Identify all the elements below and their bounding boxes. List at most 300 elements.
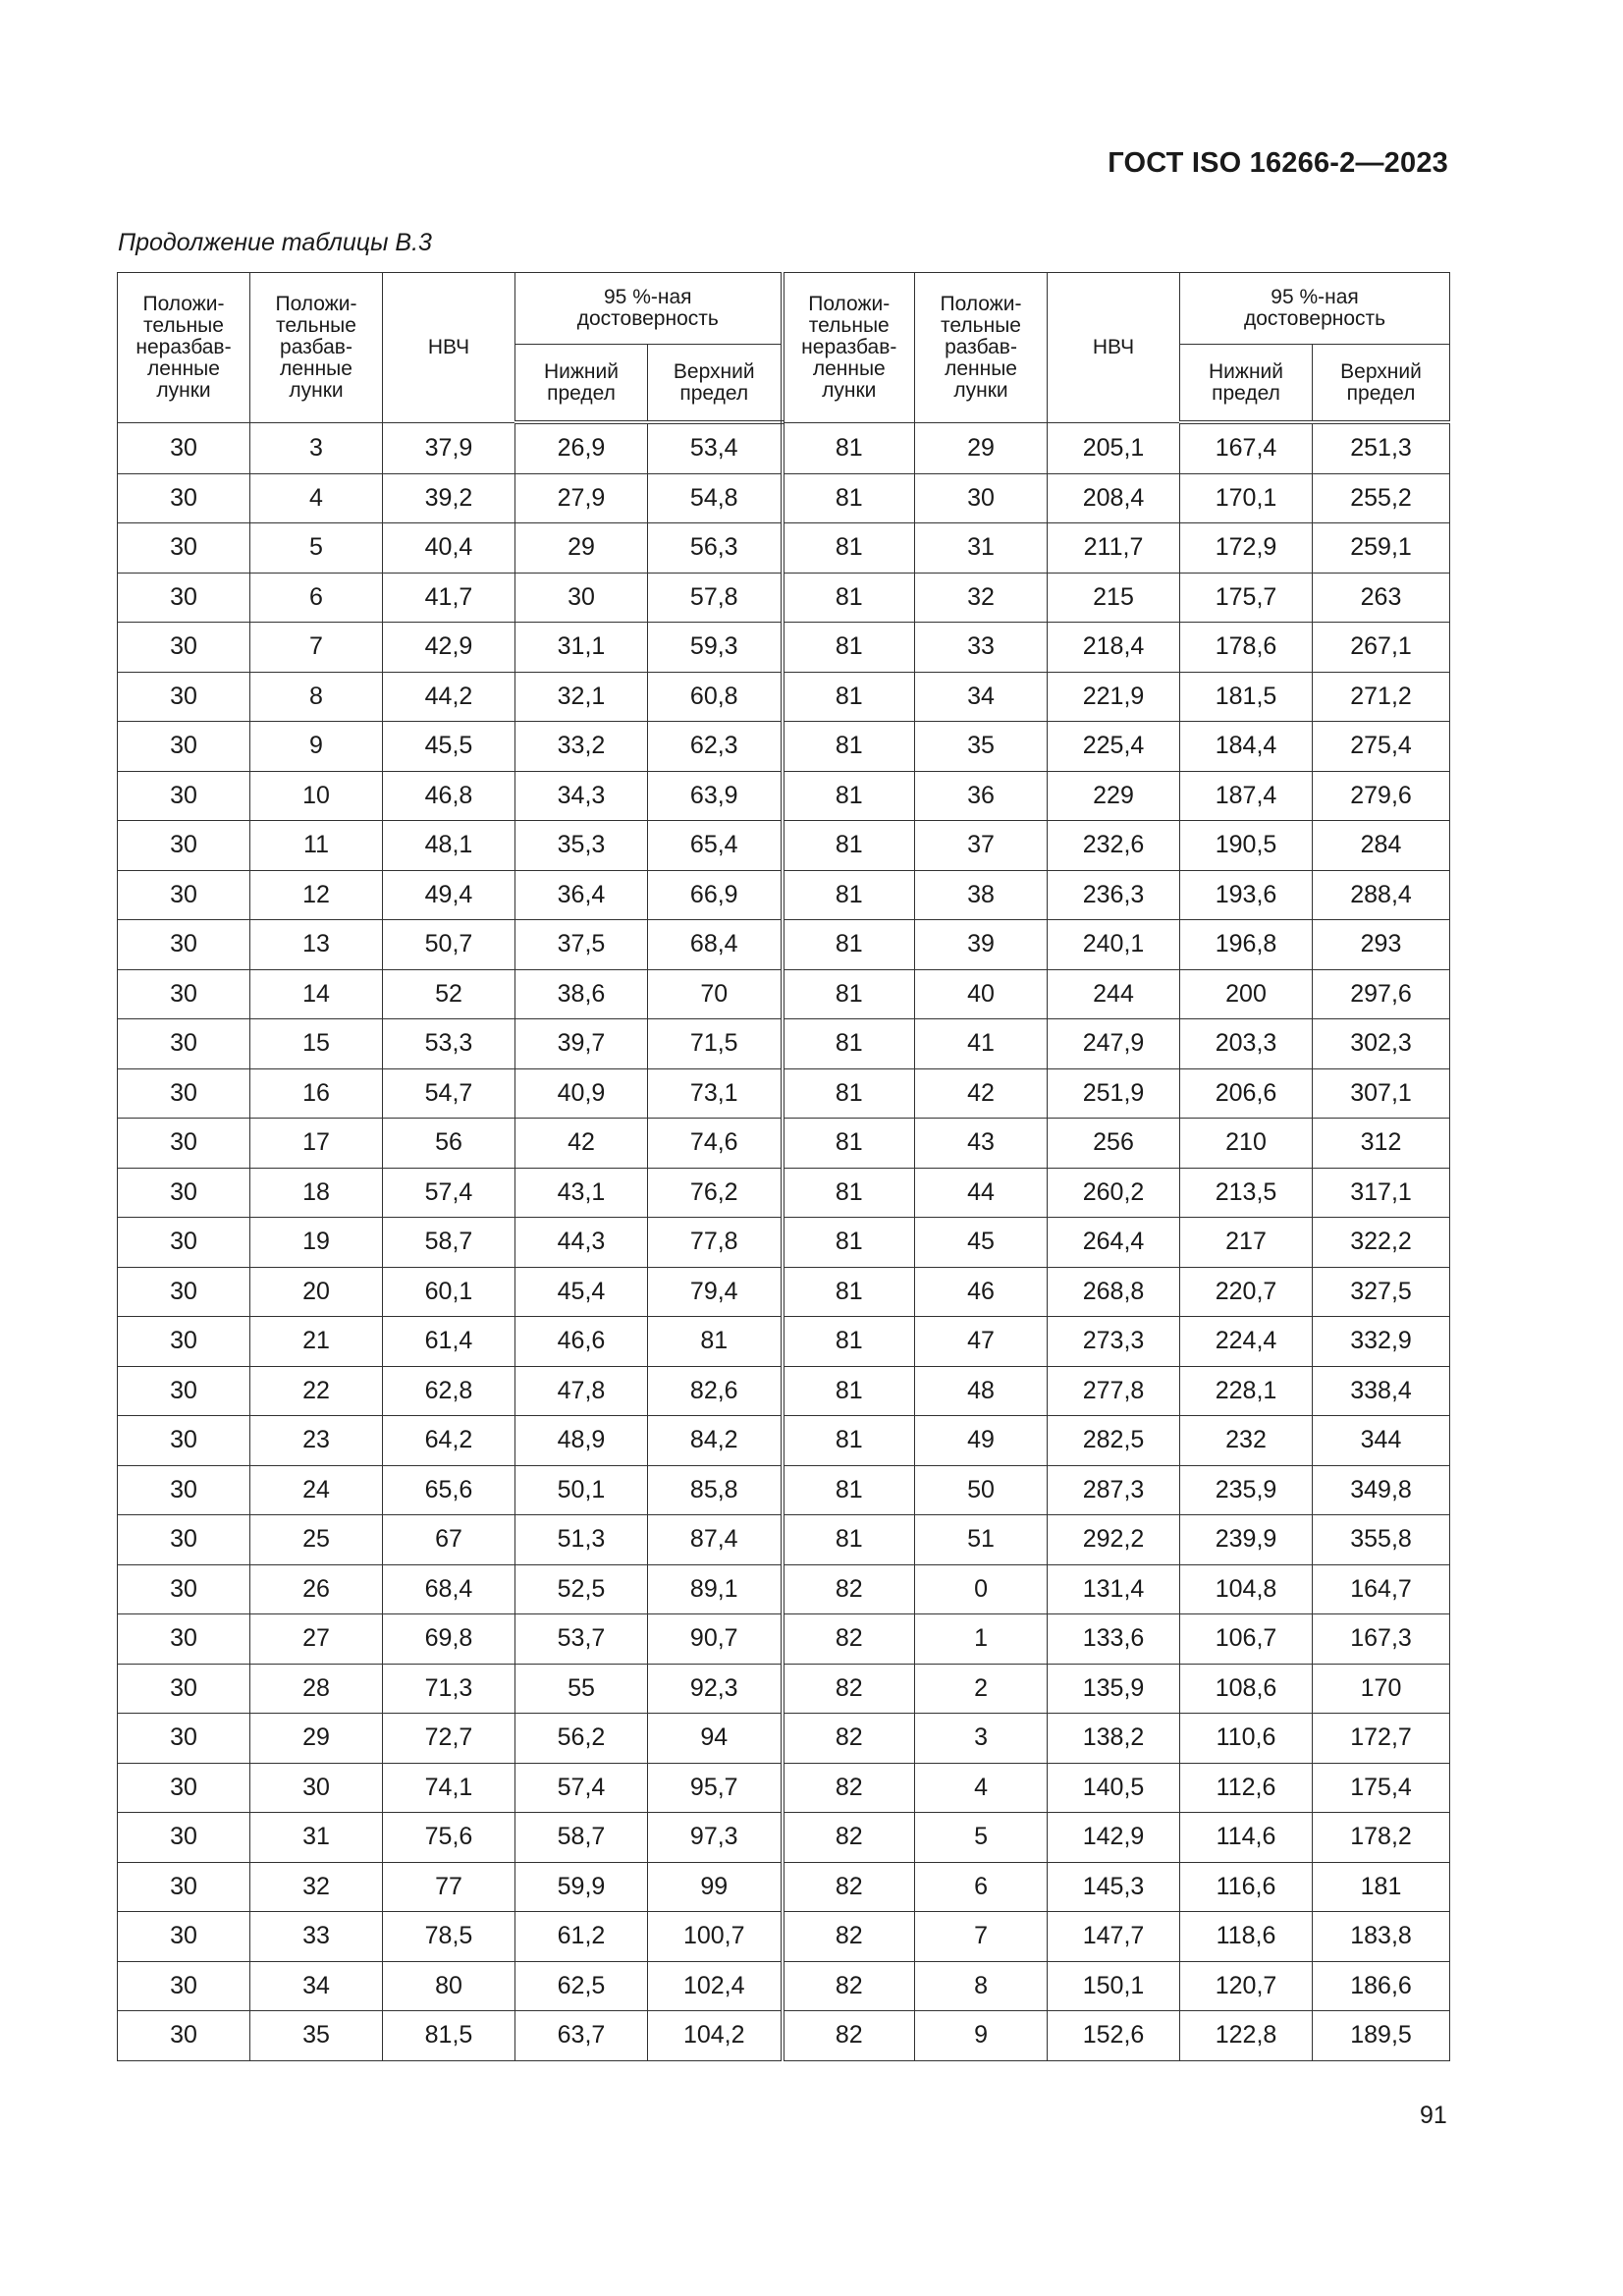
table-container <box>117 272 1449 2061</box>
table-cell: 30 <box>118 1614 250 1665</box>
table-cell: 307,1 <box>1313 1068 1450 1119</box>
header-mpn-2: НВЧ <box>1048 273 1180 423</box>
table-cell: 67 <box>383 1515 515 1565</box>
header-positive-undiluted-2: Положи- тельные неразбав- ленные лунки <box>783 273 915 423</box>
table-cell: 104,2 <box>648 2011 783 2061</box>
table-row <box>118 1714 1450 1764</box>
table-cell: 48 <box>915 1366 1048 1416</box>
table-cell: 59,9 <box>515 1862 648 1912</box>
table-cell: 167,4 <box>1180 422 1313 473</box>
table-cell: 232,6 <box>1048 821 1180 871</box>
table-cell: 255,2 <box>1313 473 1450 523</box>
table-cell: 267,1 <box>1313 623 1450 673</box>
table-cell: 81,5 <box>383 2011 515 2061</box>
table-row <box>118 473 1450 523</box>
table-row <box>118 1515 1450 1565</box>
table-cell: 82 <box>783 1813 915 1863</box>
table-cell: 4 <box>250 473 383 523</box>
table-cell: 30 <box>118 821 250 871</box>
table-cell: 30 <box>118 1564 250 1614</box>
table-cell: 42 <box>515 1119 648 1169</box>
table-cell: 293 <box>1313 920 1450 970</box>
table-cell: 81 <box>783 771 915 821</box>
table-cell: 77,8 <box>648 1218 783 1268</box>
table-cell: 164,7 <box>1313 1564 1450 1614</box>
table-cell: 228,1 <box>1180 1366 1313 1416</box>
header-lower-limit: Нижний предел <box>515 345 648 423</box>
table-cell: 62,5 <box>515 1961 648 2011</box>
table-cell: 16 <box>250 1068 383 1119</box>
table-row <box>118 1019 1450 1069</box>
table-cell: 224,4 <box>1180 1317 1313 1367</box>
table-cell: 12 <box>250 870 383 920</box>
table-cell: 51,3 <box>515 1515 648 1565</box>
table-row <box>118 1465 1450 1515</box>
table-cell: 45 <box>915 1218 1048 1268</box>
table-row <box>118 1119 1450 1169</box>
table-cell: 30 <box>118 623 250 673</box>
table-cell: 81 <box>783 1465 915 1515</box>
table-cell: 145,3 <box>1048 1862 1180 1912</box>
table-cell: 46,8 <box>383 771 515 821</box>
table-cell: 30 <box>118 1912 250 1962</box>
table-cell: 220,7 <box>1180 1267 1313 1317</box>
table-cell: 81 <box>648 1317 783 1367</box>
header-positive-diluted-2: Положи- тельные разбав- ленные лунки <box>915 273 1048 423</box>
table-cell: 60,1 <box>383 1267 515 1317</box>
table-cell: 260,2 <box>1048 1168 1180 1218</box>
table-cell: 5 <box>250 523 383 574</box>
table-cell: 17 <box>250 1119 383 1169</box>
table-cell: 42 <box>915 1068 1048 1119</box>
table-row <box>118 1416 1450 1466</box>
table-cell: 41 <box>915 1019 1048 1069</box>
table-cell: 82 <box>783 1912 915 1962</box>
table-cell: 33 <box>250 1912 383 1962</box>
table-cell: 190,5 <box>1180 821 1313 871</box>
table-cell: 48,9 <box>515 1416 648 1466</box>
table-cell: 81 <box>783 1019 915 1069</box>
data-table <box>117 272 1450 2061</box>
table-cell: 89,1 <box>648 1564 783 1614</box>
table-cell: 200 <box>1180 969 1313 1019</box>
table-cell: 44 <box>915 1168 1048 1218</box>
table-cell: 24 <box>250 1465 383 1515</box>
table-cell: 81 <box>783 920 915 970</box>
header-positive-diluted: Положи- тельные разбав- ленные лунки <box>250 273 383 423</box>
table-cell: 355,8 <box>1313 1515 1450 1565</box>
table-cell: 81 <box>783 1119 915 1169</box>
table-cell: 22 <box>250 1366 383 1416</box>
table-cell: 170 <box>1313 1664 1450 1714</box>
table-cell: 184,4 <box>1180 722 1313 772</box>
table-cell: 106,7 <box>1180 1614 1313 1665</box>
table-cell: 40,4 <box>383 523 515 574</box>
table-cell: 205,1 <box>1048 422 1180 473</box>
table-cell: 84,2 <box>648 1416 783 1466</box>
table-cell: 235,9 <box>1180 1465 1313 1515</box>
table-cell: 81 <box>783 1366 915 1416</box>
table-body <box>118 422 1450 2060</box>
table-cell: 76,2 <box>648 1168 783 1218</box>
table-row <box>118 1218 1450 1268</box>
table-cell: 175,4 <box>1313 1763 1450 1813</box>
table-cell: 47,8 <box>515 1366 648 1416</box>
table-cell: 81 <box>783 1515 915 1565</box>
table-cell: 279,6 <box>1313 771 1450 821</box>
table-cell: 56,3 <box>648 523 783 574</box>
table-cell: 133,6 <box>1048 1614 1180 1665</box>
table-cell: 92,3 <box>648 1664 783 1714</box>
table-cell: 53,4 <box>648 422 783 473</box>
table-cell: 251,3 <box>1313 422 1450 473</box>
table-cell: 34 <box>250 1961 383 2011</box>
table-cell: 82 <box>783 1564 915 1614</box>
table-row <box>118 523 1450 574</box>
table-cell: 54,7 <box>383 1068 515 1119</box>
table-cell: 71,3 <box>383 1664 515 1714</box>
table-cell: 99 <box>648 1862 783 1912</box>
table-cell: 229 <box>1048 771 1180 821</box>
table-cell: 210 <box>1180 1119 1313 1169</box>
table-cell: 49,4 <box>383 870 515 920</box>
table-cell: 273,3 <box>1048 1317 1180 1367</box>
table-cell: 120,7 <box>1180 1961 1313 2011</box>
table-cell: 62,3 <box>648 722 783 772</box>
table-cell: 108,6 <box>1180 1664 1313 1714</box>
table-cell: 30 <box>118 1366 250 1416</box>
table-cell: 30 <box>118 422 250 473</box>
table-cell: 27 <box>250 1614 383 1665</box>
table-cell: 189,5 <box>1313 2011 1450 2061</box>
table-cell: 3 <box>915 1714 1048 1764</box>
table-cell: 81 <box>783 672 915 722</box>
table-cell: 142,9 <box>1048 1813 1180 1863</box>
table-cell: 31 <box>250 1813 383 1863</box>
table-cell: 30 <box>118 1515 250 1565</box>
table-cell: 35 <box>250 2011 383 2061</box>
table-row <box>118 1366 1450 1416</box>
table-cell: 317,1 <box>1313 1168 1450 1218</box>
table-cell: 81 <box>783 422 915 473</box>
table-cell: 104,8 <box>1180 1564 1313 1614</box>
table-cell: 256 <box>1048 1119 1180 1169</box>
table-row <box>118 1912 1450 1962</box>
table-cell: 79,4 <box>648 1267 783 1317</box>
table-cell: 29 <box>515 523 648 574</box>
table-cell: 193,6 <box>1180 870 1313 920</box>
table-cell: 82 <box>783 2011 915 2061</box>
table-row <box>118 1813 1450 1863</box>
table-cell: 284 <box>1313 821 1450 871</box>
table-cell: 287,3 <box>1048 1465 1180 1515</box>
table-cell: 349,8 <box>1313 1465 1450 1515</box>
table-cell: 232 <box>1180 1416 1313 1466</box>
table-cell: 114,6 <box>1180 1813 1313 1863</box>
table-cell: 30 <box>915 473 1048 523</box>
table-cell: 81 <box>783 473 915 523</box>
table-cell: 32 <box>915 573 1048 623</box>
table-cell: 327,5 <box>1313 1267 1450 1317</box>
table-cell: 30 <box>118 1267 250 1317</box>
table-cell: 57,4 <box>383 1168 515 1218</box>
table-row <box>118 1664 1450 1714</box>
table-cell: 172,7 <box>1313 1714 1450 1764</box>
table-cell: 63,9 <box>648 771 783 821</box>
table-cell: 167,3 <box>1313 1614 1450 1665</box>
table-cell: 45,4 <box>515 1267 648 1317</box>
table-cell: 30 <box>118 1714 250 1764</box>
table-cell: 181,5 <box>1180 672 1313 722</box>
table-cell: 135,9 <box>1048 1664 1180 1714</box>
table-cell: 30 <box>118 573 250 623</box>
table-cell: 302,3 <box>1313 1019 1450 1069</box>
table-cell: 35,3 <box>515 821 648 871</box>
table-cell: 152,6 <box>1048 2011 1180 2061</box>
table-cell: 178,2 <box>1313 1813 1450 1863</box>
table-cell: 9 <box>915 2011 1048 2061</box>
table-cell: 208,4 <box>1048 473 1180 523</box>
table-cell: 41,7 <box>383 573 515 623</box>
table-cell: 31 <box>915 523 1048 574</box>
table-cell: 30 <box>118 1317 250 1367</box>
table-cell: 62,8 <box>383 1366 515 1416</box>
table-cell: 239,9 <box>1180 1515 1313 1565</box>
table-cell: 82 <box>783 1614 915 1665</box>
table-cell: 9 <box>250 722 383 772</box>
table-row <box>118 1317 1450 1367</box>
table-cell: 203,3 <box>1180 1019 1313 1069</box>
table-cell: 58,7 <box>515 1813 648 1863</box>
table-cell: 30 <box>515 573 648 623</box>
table-cell: 53,3 <box>383 1019 515 1069</box>
table-cell: 50 <box>915 1465 1048 1515</box>
table-cell: 31,1 <box>515 623 648 673</box>
table-cell: 30 <box>118 523 250 574</box>
table-row <box>118 1168 1450 1218</box>
table-cell: 30 <box>118 672 250 722</box>
table-cell: 38 <box>915 870 1048 920</box>
table-cell: 3 <box>250 422 383 473</box>
table-row <box>118 1862 1450 1912</box>
table-cell: 187,4 <box>1180 771 1313 821</box>
table-row <box>118 1068 1450 1119</box>
table-cell: 45,5 <box>383 722 515 772</box>
header-upper-limit: Верхний предел <box>648 345 783 423</box>
table-row <box>118 1763 1450 1813</box>
table-cell: 30 <box>250 1763 383 1813</box>
table-cell: 7 <box>915 1912 1048 1962</box>
table-cell: 81 <box>783 573 915 623</box>
table-cell: 87,4 <box>648 1515 783 1565</box>
table-cell: 244 <box>1048 969 1180 1019</box>
table-cell: 82 <box>783 1664 915 1714</box>
table-cell: 116,6 <box>1180 1862 1313 1912</box>
table-cell: 30 <box>118 771 250 821</box>
table-cell: 10 <box>250 771 383 821</box>
table-row <box>118 1961 1450 2011</box>
table-cell: 78,5 <box>383 1912 515 1962</box>
table-cell: 74,6 <box>648 1119 783 1169</box>
table-cell: 73,1 <box>648 1068 783 1119</box>
table-cell: 277,8 <box>1048 1366 1180 1416</box>
table-cell: 40,9 <box>515 1068 648 1119</box>
table-cell: 61,2 <box>515 1912 648 1962</box>
table-cell: 43,1 <box>515 1168 648 1218</box>
table-cell: 251,9 <box>1048 1068 1180 1119</box>
table-cell: 29 <box>250 1714 383 1764</box>
table-cell: 33,2 <box>515 722 648 772</box>
table-cell: 175,7 <box>1180 573 1313 623</box>
table-row <box>118 573 1450 623</box>
page-number: 91 <box>1420 2102 1447 2129</box>
table-cell: 81 <box>783 1317 915 1367</box>
table-cell: 30 <box>118 1763 250 1813</box>
table-row <box>118 821 1450 871</box>
table-cell: 259,1 <box>1313 523 1450 574</box>
table-cell: 75,6 <box>383 1813 515 1863</box>
table-cell: 61,4 <box>383 1317 515 1367</box>
table-row <box>118 870 1450 920</box>
table-cell: 213,5 <box>1180 1168 1313 1218</box>
table-cell: 5 <box>915 1813 1048 1863</box>
table-cell: 60,8 <box>648 672 783 722</box>
table-cell: 271,2 <box>1313 672 1450 722</box>
table-cell: 23 <box>250 1416 383 1466</box>
table-cell: 217 <box>1180 1218 1313 1268</box>
table-cell: 30 <box>118 1019 250 1069</box>
table-cell: 50,7 <box>383 920 515 970</box>
table-cell: 288,4 <box>1313 870 1450 920</box>
table-row <box>118 722 1450 772</box>
table-cell: 94 <box>648 1714 783 1764</box>
table-cell: 81 <box>783 821 915 871</box>
table-cell: 35 <box>915 722 1048 772</box>
table-cell: 36,4 <box>515 870 648 920</box>
table-cell: 34,3 <box>515 771 648 821</box>
table-cell: 58,7 <box>383 1218 515 1268</box>
table-cell: 344 <box>1313 1416 1450 1466</box>
table-cell: 186,6 <box>1313 1961 1450 2011</box>
table-cell: 82,6 <box>648 1366 783 1416</box>
table-row <box>118 1564 1450 1614</box>
table-row <box>118 1267 1450 1317</box>
table-cell: 68,4 <box>383 1564 515 1614</box>
table-cell: 30 <box>118 1119 250 1169</box>
table-cell: 32,1 <box>515 672 648 722</box>
table-cell: 21 <box>250 1317 383 1367</box>
table-cell: 13 <box>250 920 383 970</box>
table-cell: 81 <box>783 523 915 574</box>
table-cell: 30 <box>118 1664 250 1714</box>
table-row <box>118 969 1450 1019</box>
header-confidence: 95 %-ная достоверность <box>515 273 783 345</box>
table-cell: 178,6 <box>1180 623 1313 673</box>
table-cell: 97,3 <box>648 1813 783 1863</box>
table-cell: 30 <box>118 1813 250 1863</box>
table-cell: 30 <box>118 2011 250 2061</box>
table-cell: 80 <box>383 1961 515 2011</box>
table-cell: 11 <box>250 821 383 871</box>
table-cell: 30 <box>118 1218 250 1268</box>
table-cell: 81 <box>783 1218 915 1268</box>
table-cell: 297,6 <box>1313 969 1450 1019</box>
table-cell: 7 <box>250 623 383 673</box>
table-cell: 14 <box>250 969 383 1019</box>
table-cell: 240,1 <box>1048 920 1180 970</box>
table-cell: 70 <box>648 969 783 1019</box>
table-cell: 81 <box>783 1168 915 1218</box>
table-row <box>118 920 1450 970</box>
table-cell: 28 <box>250 1664 383 1714</box>
header-mpn: НВЧ <box>383 273 515 423</box>
table-cell: 56 <box>383 1119 515 1169</box>
table-cell: 47 <box>915 1317 1048 1367</box>
table-cell: 30 <box>118 1168 250 1218</box>
table-cell: 30 <box>118 969 250 1019</box>
table-cell: 39 <box>915 920 1048 970</box>
table-cell: 30 <box>118 1416 250 1466</box>
header-upper-limit-2: Верхний предел <box>1313 345 1450 423</box>
table-cell: 138,2 <box>1048 1714 1180 1764</box>
table-cell: 6 <box>915 1862 1048 1912</box>
table-cell: 51 <box>915 1515 1048 1565</box>
table-cell: 100,7 <box>648 1912 783 1962</box>
table-cell: 66,9 <box>648 870 783 920</box>
table-cell: 81 <box>783 722 915 772</box>
table-cell: 29 <box>915 422 1048 473</box>
table-row <box>118 623 1450 673</box>
table-cell: 268,8 <box>1048 1267 1180 1317</box>
table-cell: 46,6 <box>515 1317 648 1367</box>
table-cell: 8 <box>250 672 383 722</box>
table-cell: 332,9 <box>1313 1317 1450 1367</box>
table-cell: 131,4 <box>1048 1564 1180 1614</box>
table-cell: 63,7 <box>515 2011 648 2061</box>
table-row <box>118 771 1450 821</box>
table-row <box>118 672 1450 722</box>
table-cell: 30 <box>118 722 250 772</box>
table-cell: 236,3 <box>1048 870 1180 920</box>
table-cell: 64,2 <box>383 1416 515 1466</box>
table-cell: 38,6 <box>515 969 648 1019</box>
table-cell: 181 <box>1313 1862 1450 1912</box>
table-cell: 54,8 <box>648 473 783 523</box>
table-cell: 59,3 <box>648 623 783 673</box>
table-cell: 183,8 <box>1313 1912 1450 1962</box>
header-confidence-2: 95 %-ная достоверность <box>1180 273 1450 345</box>
table-cell: 170,1 <box>1180 473 1313 523</box>
table-cell: 27,9 <box>515 473 648 523</box>
table-cell: 50,1 <box>515 1465 648 1515</box>
table-cell: 30 <box>118 1068 250 1119</box>
table-cell: 68,4 <box>648 920 783 970</box>
table-cell: 196,8 <box>1180 920 1313 970</box>
table-cell: 338,4 <box>1313 1366 1450 1416</box>
table-cell: 82 <box>783 1714 915 1764</box>
table-cell: 53,7 <box>515 1614 648 1665</box>
table-cell: 95,7 <box>648 1763 783 1813</box>
table-cell: 18 <box>250 1168 383 1218</box>
table-cell: 69,8 <box>383 1614 515 1665</box>
table-cell: 37,5 <box>515 920 648 970</box>
table-cell: 30 <box>118 1961 250 2011</box>
table-cell: 26,9 <box>515 422 648 473</box>
table-cell: 40 <box>915 969 1048 1019</box>
table-cell: 211,7 <box>1048 523 1180 574</box>
table-cell: 34 <box>915 672 1048 722</box>
table-cell: 247,9 <box>1048 1019 1180 1069</box>
